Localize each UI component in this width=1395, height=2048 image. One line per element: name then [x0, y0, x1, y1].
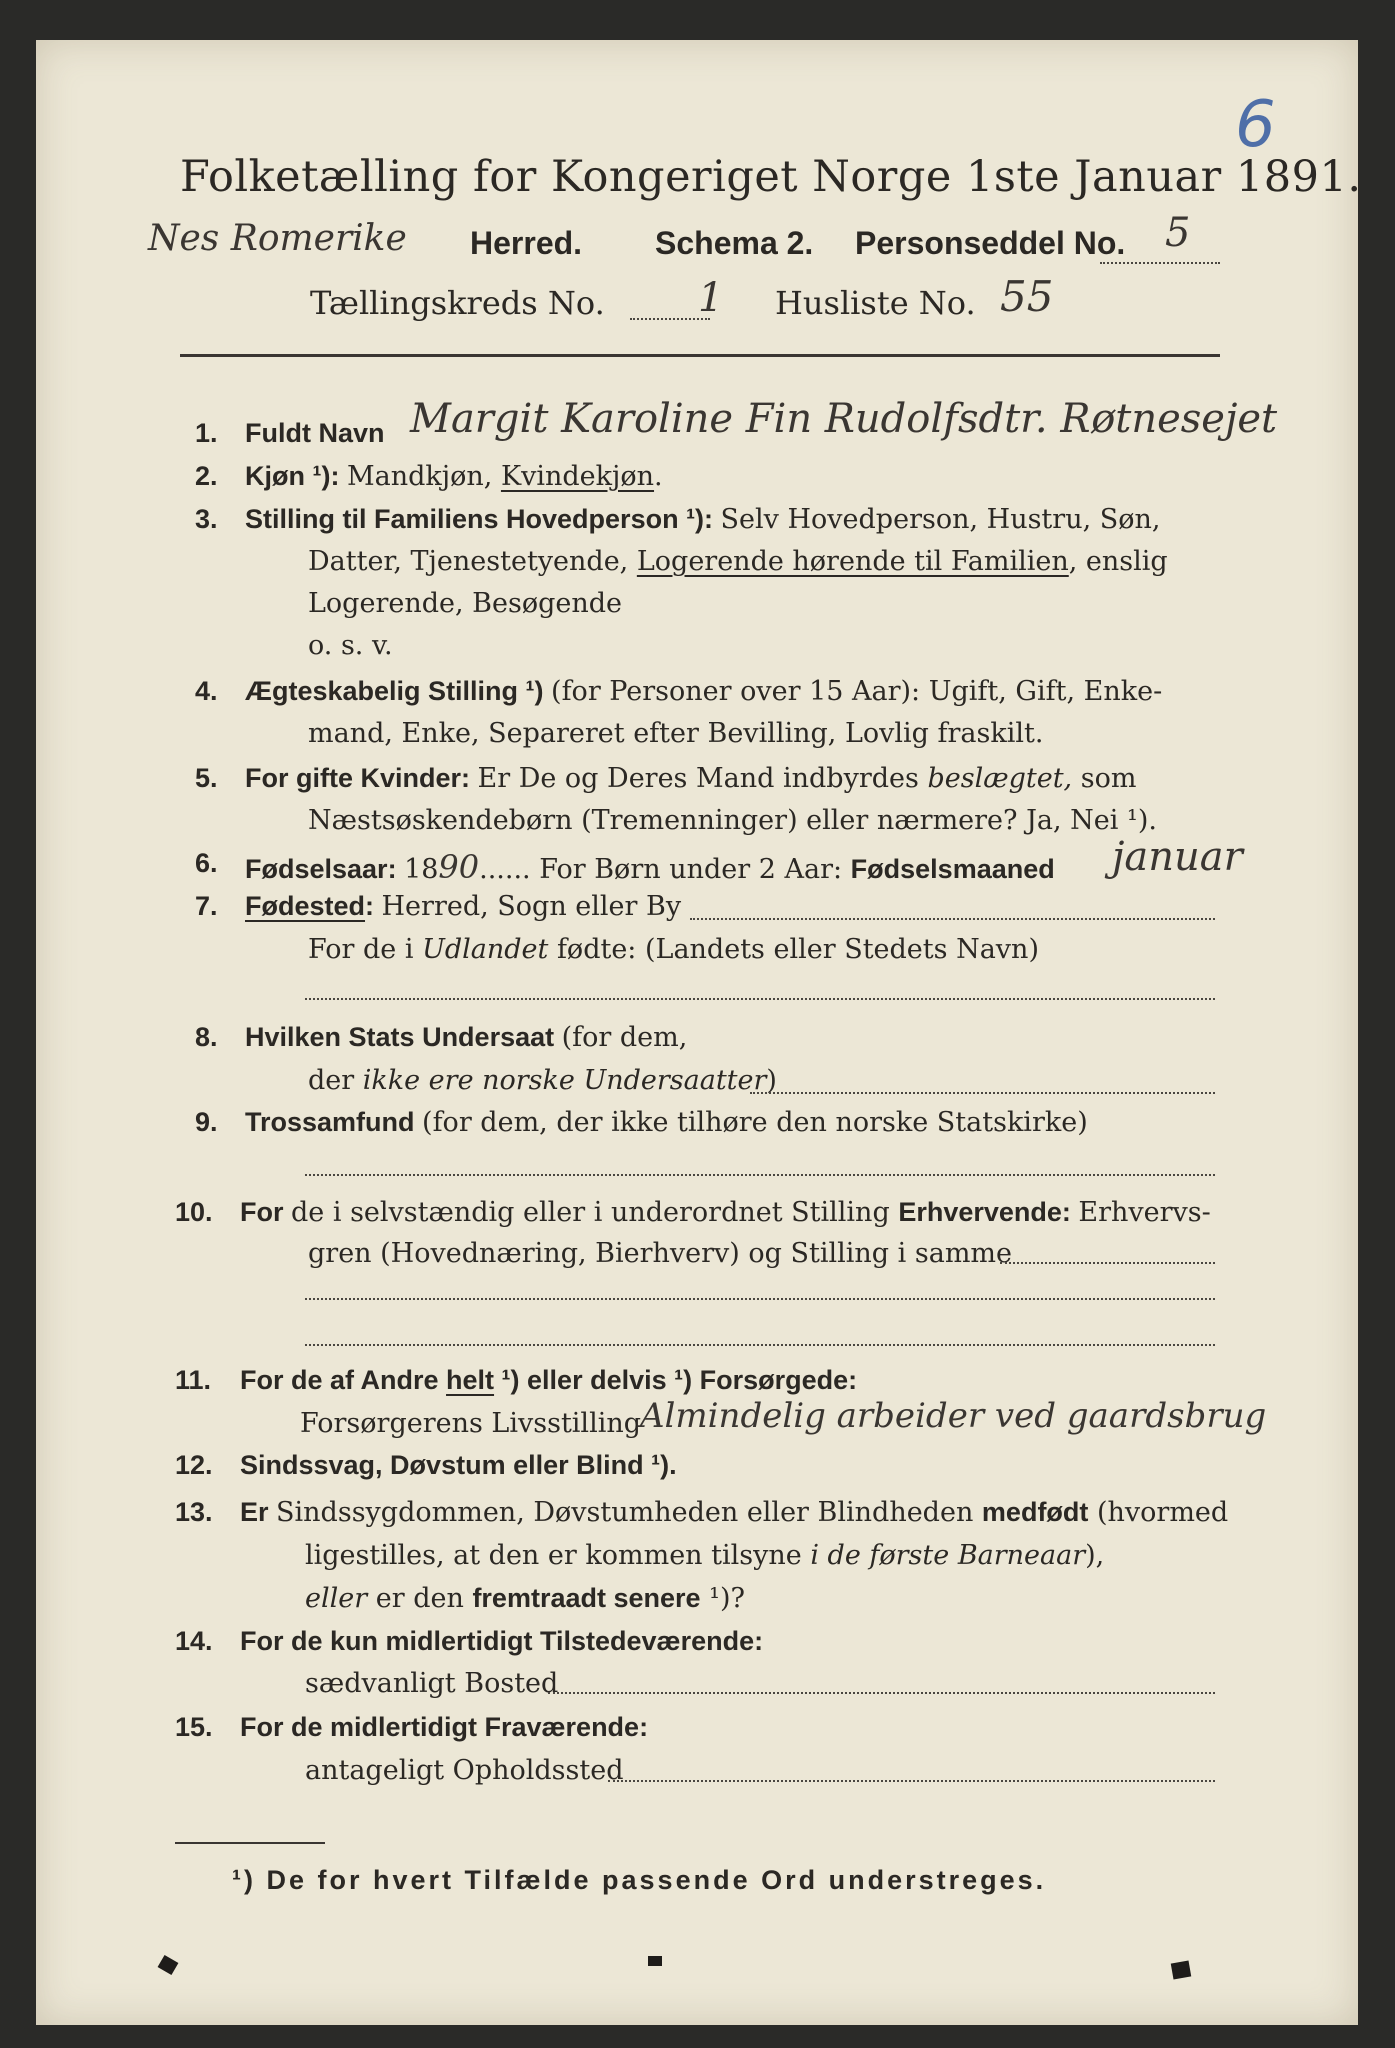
- q11-line1: For de af Andre helt ¹) eller delvis ¹) Forsørgede:: [240, 1365, 858, 1395]
- q11-value: Almindelig arbeider ved gaardsbrug: [640, 1396, 1267, 1436]
- q14-label: For de kun midlertidigt Tilstedeværende:: [240, 1626, 764, 1656]
- q6-line: Fødselsaar: 1890...... For Børn under 2 Aar: Fødselsmaaned: [245, 848, 1055, 886]
- q3-line4: o. s. v.: [308, 630, 393, 661]
- q3-line1: Stilling til Familiens Hovedperson ¹): Selv Hovedperson, Hustru, Søn,: [245, 504, 1161, 535]
- q6-month-value: januar: [1112, 834, 1243, 880]
- q13-number: 13.: [175, 1497, 213, 1527]
- q7-line1: Fødested: Herred, Sogn eller By: [245, 891, 682, 922]
- q10-line2: gren (Hovednæring, Bierhverv) og Stilling i samme: [308, 1238, 1013, 1269]
- q12-number: 12.: [175, 1450, 213, 1480]
- schema-label: Schema 2.: [655, 225, 814, 261]
- q13-line2: ligestilles, at den er kommen tilsyne i de første Barneaar),: [305, 1540, 1105, 1571]
- q5-number: 5.: [195, 763, 218, 793]
- q5-line2: Næstsøskendebørn (Tremenninger) eller nærmere? Ja, Nei ¹).: [308, 805, 1157, 836]
- q11-number: 11.: [175, 1365, 212, 1395]
- q9-line1: Trossamfund (for dem, der ikke tilhøre den norske Statskirke): [245, 1107, 1088, 1138]
- q2-text: Kjøn ¹): Mandkjøn, Kvindekjøn.: [245, 461, 663, 492]
- q8-line1: Hvilken Stats Undersaat (for dem,: [245, 1022, 688, 1053]
- q10-number: 10.: [175, 1197, 213, 1227]
- herred-name-value: Nes Romerike: [148, 218, 407, 259]
- q8-number: 8.: [195, 1022, 218, 1052]
- q14-line2: sædvanligt Bosted: [305, 1668, 559, 1699]
- q7-selected: Fødested: [245, 891, 366, 921]
- q13-line1: Er Sindssygdommen, Døvstumheden eller Blindheden medfødt (hvormed: [240, 1497, 1229, 1528]
- q3-line3: Logerende, Besøgende: [308, 588, 622, 619]
- husliste-label: Husliste No.: [775, 284, 976, 322]
- husliste-value: 55: [1000, 272, 1054, 321]
- q11-selected: helt: [446, 1365, 495, 1395]
- q6-number: 6.: [195, 848, 218, 878]
- q3-number: 3.: [195, 504, 218, 534]
- ink-blot: [1171, 1961, 1192, 1980]
- q14-number: 14.: [175, 1626, 213, 1656]
- q1-value: Margit Karoline Fin Rudolfsdtr. Røtnesejet: [410, 396, 1278, 442]
- q8-line2: der ikke ere norske Undersaatter): [308, 1065, 777, 1096]
- q12-label: Sindssvag, Døvstum eller Blind ¹).: [240, 1450, 677, 1480]
- header-rule: [180, 354, 1220, 357]
- footnote: ¹) De for hvert Tilfælde passende Ord understreges.: [232, 1865, 1047, 1895]
- taellingskreds-label: Tællingskreds No.: [310, 284, 605, 322]
- q2-number: 2.: [195, 461, 218, 491]
- footnote-rule: [175, 1842, 325, 1844]
- q6-year-value: 90: [438, 848, 480, 886]
- q2-selected: Kvindekjøn: [500, 461, 655, 492]
- q15-line2: antageligt Opholdssted: [305, 1755, 624, 1786]
- taellingskreds-value: 1: [698, 275, 724, 321]
- q7-number: 7.: [195, 891, 218, 921]
- q4-line1: Ægteskabelig Stilling ¹) (for Personer over 15 Aar): Ugift, Gift, Enke-: [245, 676, 1163, 707]
- census-form-page: [36, 40, 1358, 2025]
- q13-line3: eller er den fremtraadt senere ¹)?: [305, 1583, 745, 1614]
- form-title: Folketælling for Kongeriget Norge 1ste Januar 1891.: [180, 152, 1362, 202]
- q3-line2: Datter, Tjenestetyende, Logerende hørende til Familien, enslig: [308, 546, 1168, 577]
- personseddel-label: Personseddel No.: [855, 225, 1126, 261]
- q11-line2: Forsørgerens Livsstilling: [300, 1408, 642, 1439]
- q10-line1: For de i selvstændig eller i underordnet Stilling Erhvervende: Erhvervs-: [240, 1197, 1211, 1228]
- q7-line2: For de i Udlandet fødte: (Landets eller Stedets Navn): [308, 934, 1039, 965]
- q15-label: For de midlertidigt Fraværende:: [240, 1712, 649, 1742]
- q4-line2: mand, Enke, Separeret efter Bevilling, Lovlig fraskilt.: [308, 718, 1044, 749]
- personseddel-value: 5: [1165, 210, 1191, 256]
- q1-number: 1.: [195, 418, 218, 448]
- page-mark: 6: [1235, 88, 1276, 162]
- q4-number: 4.: [195, 676, 218, 706]
- ink-blot: [648, 1956, 662, 1966]
- q5-line1: For gifte Kvinder: Er De og Deres Mand indbyrdes beslægtet, som: [245, 763, 1137, 794]
- herred-label: Herred.: [470, 225, 583, 261]
- q3-selected: Logerende hørende til Familien: [636, 546, 1069, 577]
- q1-label: Fuldt Navn: [245, 418, 385, 448]
- q15-number: 15.: [175, 1712, 213, 1742]
- q9-number: 9.: [195, 1107, 218, 1137]
